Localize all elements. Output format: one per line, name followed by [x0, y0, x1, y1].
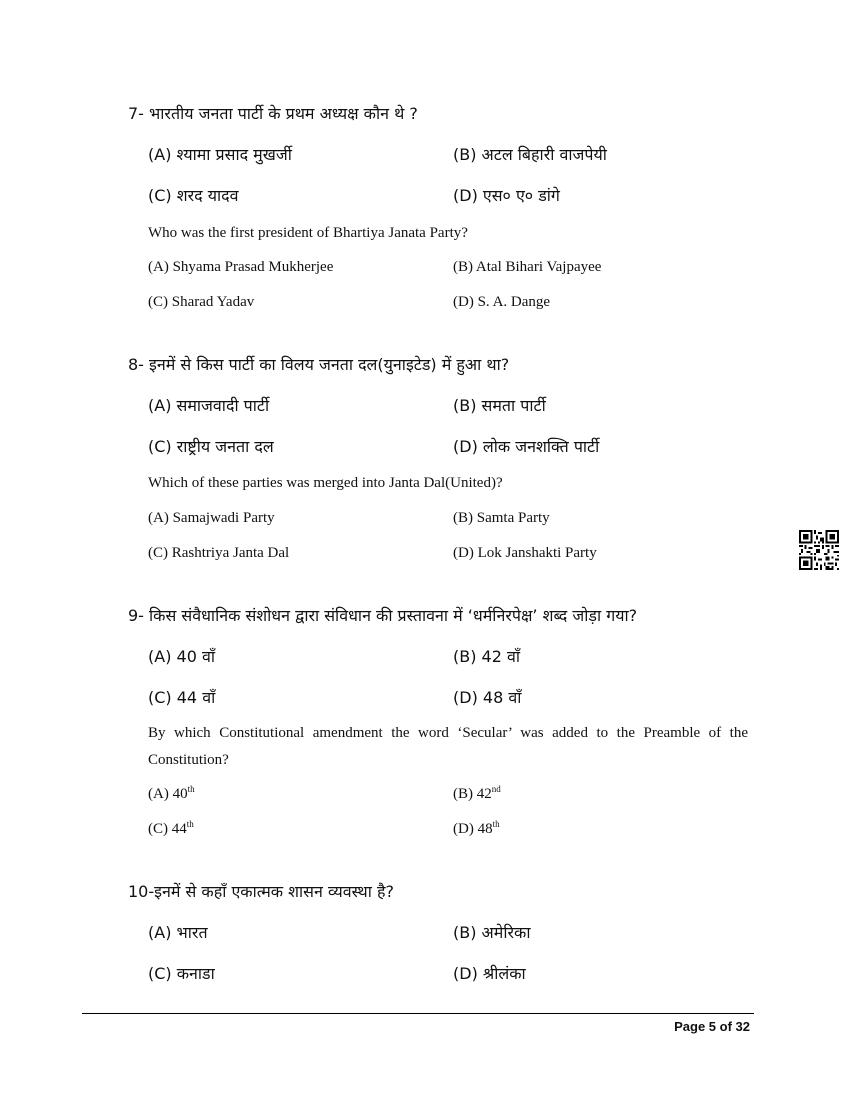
ordinal-suffix: th [186, 819, 194, 829]
footer-divider [82, 1013, 754, 1014]
q8-hi-option-d: (D) लोक जनशक्ति पार्टी [453, 437, 600, 456]
question-8-english: Which of these parties was merged into Janta Dal(United)? [148, 475, 503, 491]
option-prefix: (C) [148, 821, 172, 837]
q8-en-option-c: (C) Rashtriya Janta Dal [148, 545, 290, 561]
page-number: Page 5 of 32 [674, 1019, 750, 1034]
q9-en-option-b [453, 786, 501, 803]
ordinal-suffix: th [492, 819, 500, 829]
q7-en-option-c: (C) Sharad Yadav [148, 294, 255, 310]
qr-code-icon [799, 530, 839, 570]
ordinal-suffix: nd [491, 784, 501, 794]
q8-hi-option-b: (B) समता पार्टी [453, 396, 546, 415]
option-number: 48 [477, 821, 493, 837]
q10-hi-option-b: (B) अमेरिका [453, 923, 531, 942]
q7-hi-option-a: (A) श्यामा प्रसाद मुखर्जी [148, 145, 292, 164]
question-8-hindi: 8- इनमें से किस पार्टी का विलय जनता दल(युनाइटेड) में हुआ था? [128, 355, 510, 374]
q9-en-option-c [148, 821, 194, 838]
q7-hi-option-b: (B) अटल बिहारी वाजपेयी [453, 145, 607, 164]
q7-en-option-d: (D) S. A. Dange [453, 294, 551, 310]
q10-hi-option-a: (A) भारत [148, 923, 208, 942]
q9-hi-option-a: (A) 40 वाँ [148, 647, 216, 666]
q8-en-option-b: (B) Samta Party [453, 510, 550, 526]
q9-en-option-a [148, 786, 195, 803]
q9-en-option-d [453, 821, 500, 838]
q9-hi-option-c: (C) 44 वाँ [148, 688, 216, 707]
q8-hi-option-c: (C) राष्ट्रीय जनता दल [148, 437, 274, 456]
question-10-hindi: 10-इनमें से कहाँ एकात्मक शासन व्यवस्था है? [128, 882, 394, 901]
q10-hi-option-c: (C) कनाडा [148, 964, 215, 983]
q7-hi-option-c: (C) शरद यादव [148, 186, 239, 205]
question-9-english: By which Constitutional amendment the word ‘Secular’ was added to the Preamble of the Constitution? [148, 725, 748, 768]
option-number: 44 [171, 821, 187, 837]
q9-hi-option-b: (B) 42 वाँ [453, 647, 521, 666]
q8-en-option-a: (A) Samajwadi Party [148, 510, 275, 526]
option-prefix: (A) [148, 786, 173, 802]
q10-hi-option-d: (D) श्रीलंका [453, 964, 526, 983]
q8-en-option-d: (D) Lok Janshakti Party [453, 545, 597, 561]
q7-en-option-a: (A) Shyama Prasad Mukherjee [148, 259, 334, 275]
question-9-hindi: 9- किस संवैधानिक संशोधन द्वारा संविधान की प्रस्तावना में ‘धर्मनिरपेक्ष’ शब्द जोड़ा गया? [128, 606, 638, 625]
option-prefix: (D) [453, 821, 478, 837]
ordinal-suffix: th [187, 784, 195, 794]
question-7-hindi: 7- भारतीय जनता पार्टी के प्रथम अध्यक्ष कौन थे ? [128, 104, 418, 123]
question-7-english: Who was the first president of Bhartiya Janata Party? [148, 225, 468, 241]
q7-hi-option-d: (D) एस० ए० डांगे [453, 186, 560, 205]
q7-en-option-b: (B) Atal Bihari Vajpayee [453, 259, 602, 275]
option-prefix: (B) [453, 786, 477, 802]
q9-hi-option-d: (D) 48 वाँ [453, 688, 522, 707]
option-number: 40 [172, 786, 188, 802]
q8-hi-option-a: (A) समाजवादी पार्टी [148, 396, 270, 415]
option-number: 42 [476, 786, 492, 802]
